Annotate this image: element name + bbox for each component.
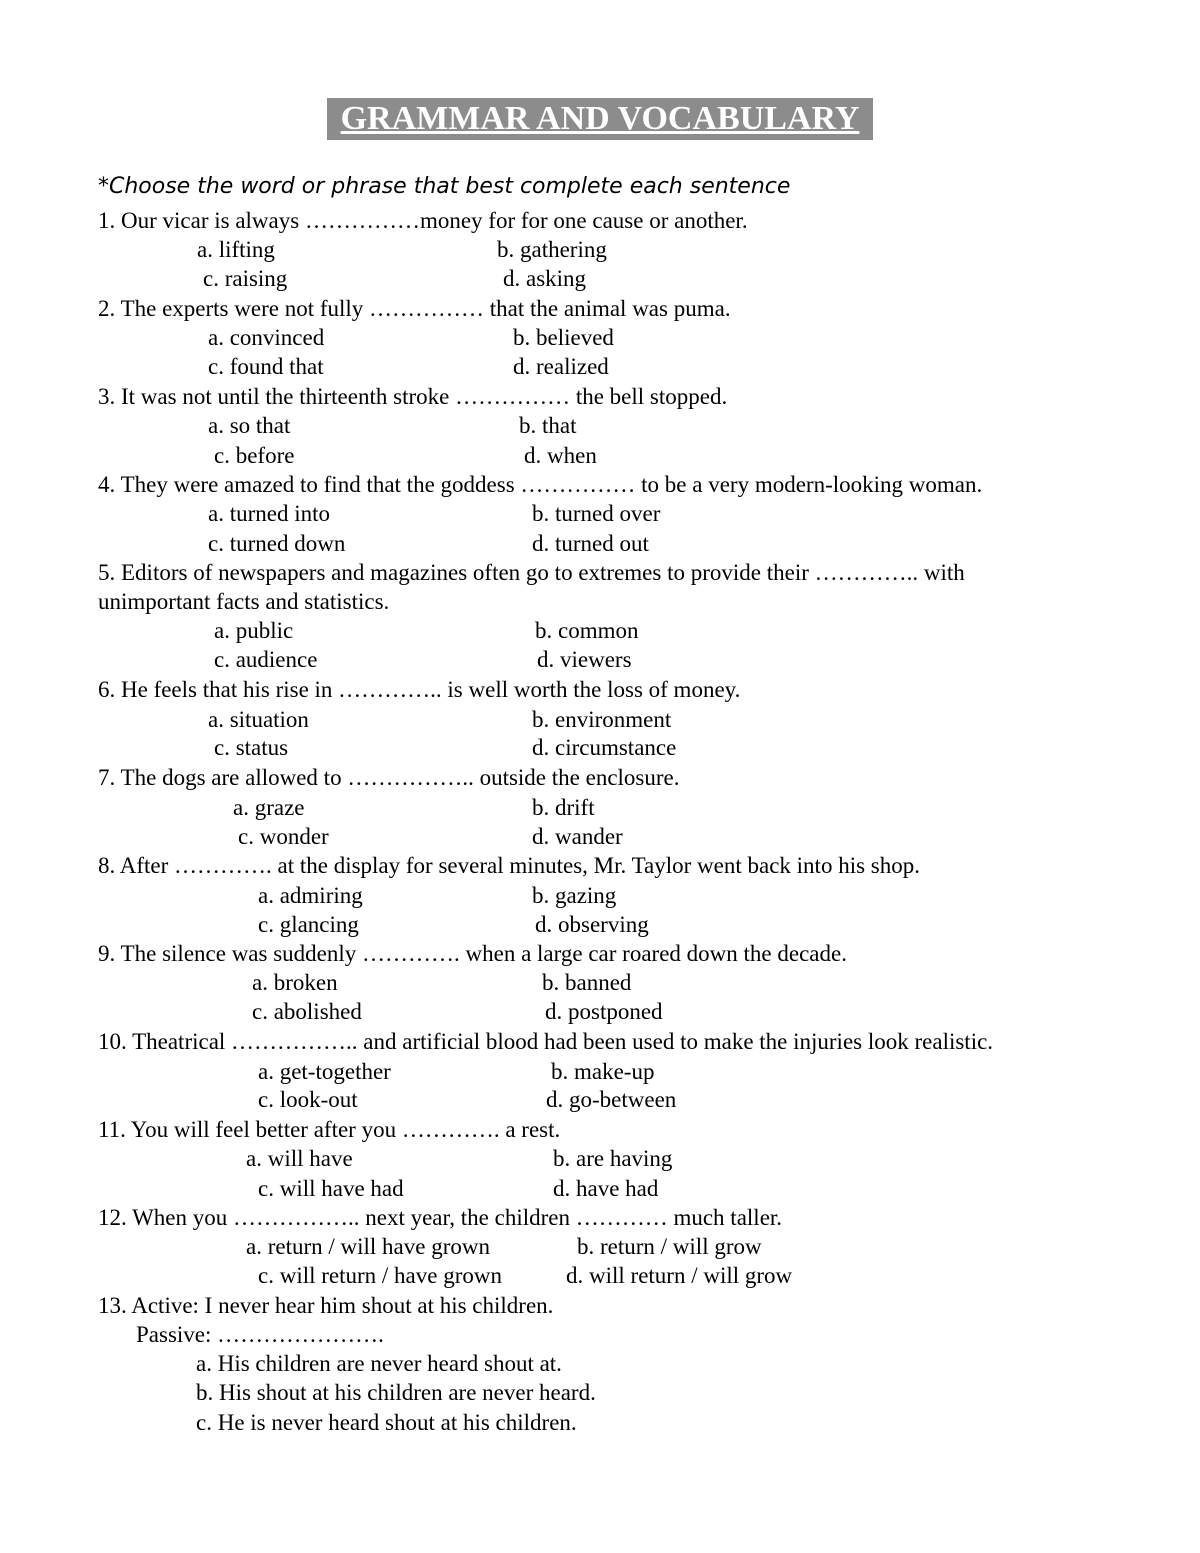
question-5-stem: 5. Editors of newspapers and magazines often go to extremes to provide their ………….. with	[98, 560, 965, 585]
question-13-option-c: c. He is never heard shout at his children.	[196, 1410, 577, 1435]
question-4-option-d: d. turned out	[532, 531, 649, 556]
question-12-option-c: c. will return / have grown	[258, 1263, 502, 1288]
question-7-option-c: c. wonder	[238, 824, 329, 849]
question-12-option-b: b. return / will grow	[577, 1234, 762, 1259]
question-8-option-a: a. admiring	[258, 883, 363, 908]
question-3-option-a: a. so that	[208, 413, 291, 438]
question-8-option-c: c. glancing	[258, 912, 359, 937]
question-5-option-c: c. audience	[214, 647, 318, 672]
question-11-stem: 11. You will feel better after you …………. a rest.	[98, 1117, 561, 1142]
question-12-option-a: a. return / will have grown	[246, 1234, 490, 1259]
question-10-option-b: b. make-up	[551, 1059, 655, 1084]
question-8-option-d: d. observing	[535, 912, 649, 937]
question-13-option-b: b. His shout at his children are never heard.	[196, 1380, 596, 1405]
question-9-option-b: b. banned	[542, 970, 632, 995]
question-7-option-a: a. graze	[233, 795, 305, 820]
question-4-option-b: b. turned over	[532, 501, 661, 526]
question-1-option-b: b. gathering	[497, 237, 607, 262]
question-6-option-a: a. situation	[208, 707, 309, 732]
page-title: GRAMMAR AND VOCABULARY	[327, 98, 873, 140]
question-1-stem: 1. Our vicar is always ……………money for for one cause or another.	[98, 208, 748, 233]
question-2-option-a: a. convinced	[208, 325, 325, 350]
question-5-option-a: a. public	[214, 618, 294, 643]
question-3-option-b: b. that	[519, 413, 577, 438]
question-4-option-c: c. turned down	[208, 531, 346, 556]
question-6-option-b: b. environment	[532, 707, 672, 732]
question-11-option-b: b. are having	[553, 1146, 673, 1171]
question-1-option-d: d. asking	[503, 266, 587, 291]
question-13-passive-prompt: Passive: ………………….	[136, 1322, 384, 1347]
question-2-stem: 2. The experts were not fully …………… that the animal was puma.	[98, 296, 731, 321]
question-12-stem: 12. When you …………….. next year, the children ………… much taller.	[98, 1205, 783, 1230]
question-1-option-a: a. lifting	[197, 237, 275, 262]
question-11-option-d: d. have had	[553, 1176, 659, 1201]
question-2-option-c: c. found that	[208, 354, 324, 379]
question-1-option-c: c. raising	[203, 266, 288, 291]
question-9-option-c: c. abolished	[252, 999, 362, 1024]
question-2-option-b: b. believed	[513, 325, 614, 350]
question-3-stem: 3. It was not until the thirteenth stroke …………… the bell stopped.	[98, 384, 728, 409]
question-11-option-c: c. will have had	[258, 1176, 404, 1201]
question-10-stem: 10. Theatrical …………….. and artificial blood had been used to make the injuries look realistic.	[98, 1029, 994, 1054]
question-8-stem: 8. After …………. at the display for several minutes, Mr. Taylor went back into his shop.	[98, 853, 920, 878]
question-5-stem-continued: unimportant facts and statistics.	[98, 589, 390, 614]
question-9-stem: 9. The silence was suddenly …………. when a large car roared down the decade.	[98, 941, 847, 966]
instruction: *Choose the word or phrase that best complete each sentence	[98, 174, 791, 199]
question-13-option-a: a. His children are never heard shout at.	[196, 1351, 562, 1376]
question-12-option-d: d. will return / will grow	[566, 1263, 793, 1288]
question-7-stem: 7. The dogs are allowed to …………….. outside the enclosure.	[98, 765, 680, 790]
question-4-option-a: a. turned into	[208, 501, 330, 526]
question-10-option-d: d. go-between	[546, 1087, 677, 1112]
question-13-stem: 13. Active: I never hear him shout at his children.	[98, 1293, 554, 1318]
question-9-option-d: d. postponed	[545, 999, 663, 1024]
question-7-option-b: b. drift	[532, 795, 595, 820]
question-10-option-c: c. look-out	[258, 1087, 358, 1112]
question-2-option-d: d. realized	[513, 354, 609, 379]
question-4-stem: 4. They were amazed to find that the goddess …………… to be a very modern-looking woman.	[98, 472, 983, 497]
question-9-option-a: a. broken	[252, 970, 338, 995]
question-6-option-d: d. circumstance	[532, 735, 677, 760]
question-8-option-b: b. gazing	[532, 883, 617, 908]
question-6-stem: 6. He feels that his rise in ………….. is well worth the loss of money.	[98, 677, 741, 702]
question-7-option-d: d. wander	[532, 824, 623, 849]
question-3-option-d: d. when	[524, 443, 597, 468]
question-6-option-c: c. status	[214, 735, 289, 760]
question-10-option-a: a. get-together	[258, 1059, 391, 1084]
question-3-option-c: c. before	[214, 443, 295, 468]
question-5-option-d: d. viewers	[537, 647, 632, 672]
question-5-option-b: b. common	[535, 618, 639, 643]
question-11-option-a: a. will have	[246, 1146, 353, 1171]
